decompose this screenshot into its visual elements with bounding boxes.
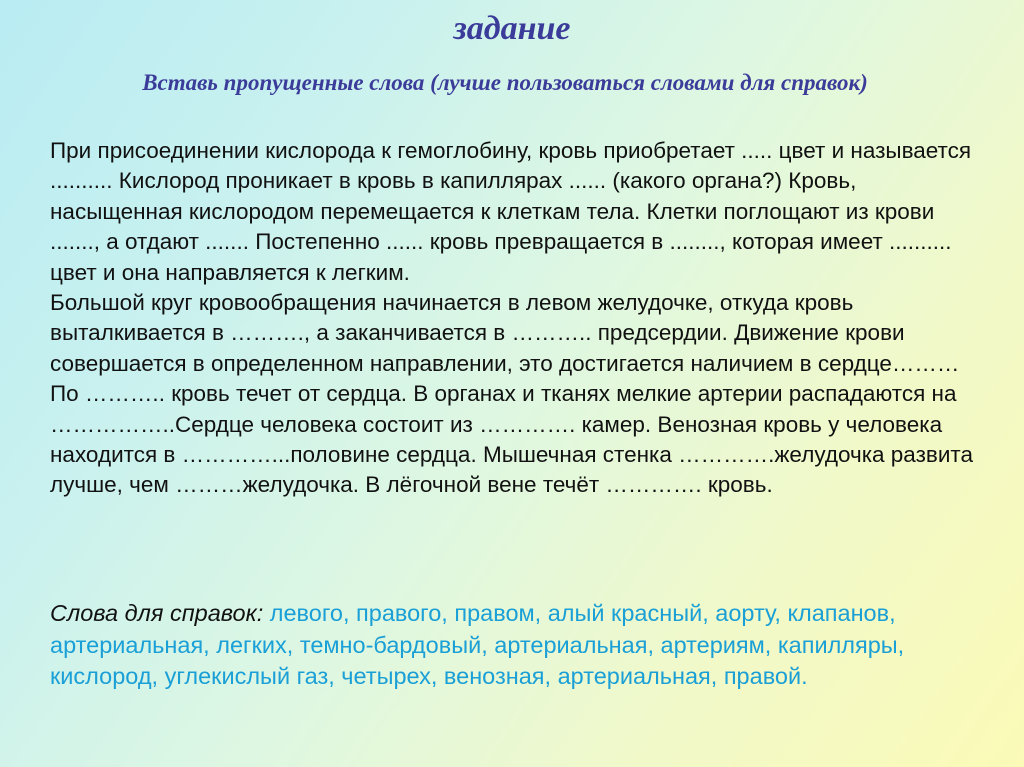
hint-words-list: левого, правого, правом, алый красный, аорту, клапанов, артериальная, легких, темно-бардовый, артериальная, артериям, капилляры, кислород, углекислый газ, четырех, венозная, артериальная, правой.: [50, 600, 905, 689]
exercise-paragraph-1: При присоединении кислорода к гемоглобину, кровь приобретает ..... цвет и называется .......... Кислород проникает в кровь в капиллярах ...... (какого органа?) Кровь, насыщенная кислородом перемещается к клеткам тела. Клетки поглощают из крови ......., а отдают ....... Постепенно ...... кровь превращается в ........, которая имеет .......... цвет и она направляется к легким.: [50, 138, 972, 285]
slide-title: задание: [453, 10, 571, 47]
hint-words-block: [50, 598, 980, 693]
hint-words-label: Слова для справок:: [50, 600, 264, 626]
exercise-text: [50, 136, 980, 501]
task-instruction: Вставь пропущенные слова (лучше пользоваться словами для справок): [142, 70, 868, 95]
exercise-paragraph-2: Большой круг кровообращения начинается в левом желудочке, откуда кровь выталкивается в ………., а заканчивается в ……….. предсердии. Движение крови совершается в определенном направлении, это достигается наличием в сердце………По ……….. кровь течет от сердца. В органах и тканях мелкие артерии распадаются на ……………..Сердце человека состоит из …………. камер. Венозная кровь у человека находится в …………...половине сердца. Мышечная стенка ………….желудочка развита лучше, чем ………желудочка. В лёгочной вене течёт …………. кровь.: [50, 290, 973, 498]
